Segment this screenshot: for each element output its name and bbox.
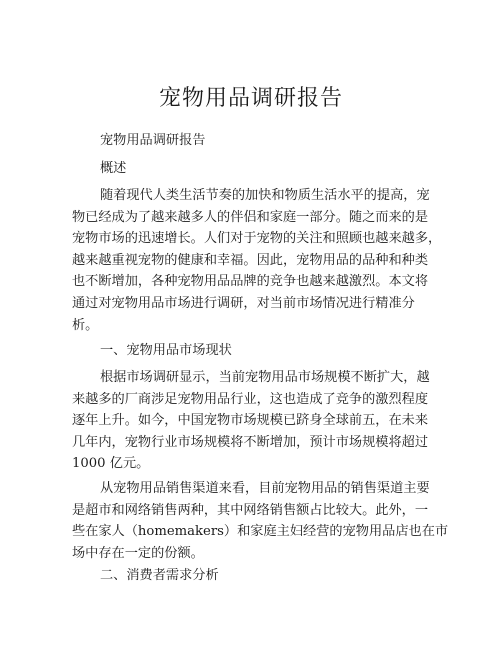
paragraph-line: 逐年上升。如今，中国宠物市场规模已跻身全球前五，在未来 [72,413,429,429]
section1-paragraph-2 [72,478,449,564]
paragraph-line: 几年内，宠物行业市场规模将不断增加，预计市场规模将超过 [72,434,429,450]
paragraph-line: 随着现代人类生活节奏的加快和物质生活水平的提高，宠 [100,188,430,203]
paragraph-line: 通过对宠物用品市场进行调研，对当前市场情况进行精准分 [72,295,415,311]
section2-heading [72,565,432,587]
overview-heading [72,158,432,180]
paragraph-line: 物已经成为了越来越多人的伴侣和家庭一部分。随之而来的是 [72,209,429,225]
paragraph-line: 场中存在一定的份额。 [72,545,204,561]
paragraph-line: 也不断增加，各种宠物用品品牌的竞争也越来越激烈。本文将 [72,274,429,290]
paragraph-line: 1000 亿元。 [72,456,150,472]
section1-heading [72,340,432,362]
overview-paragraph [72,185,442,336]
document-subtitle [72,130,432,152]
paragraph-line: 越来越重视宠物的健康和幸福。因此，宠物用品的品种和种类 [72,252,429,268]
section1-heading-text: 一、宠物用品市场现状 [100,343,232,358]
paragraph-line: 析。 [72,317,99,333]
paragraph-line: 宠物市场的迅速增长。人们对于宠物的关注和照顾也越来越多， [72,231,442,247]
paragraph-line: 从宠物用品销售渠道来看，目前宠物用品的销售渠道主要 [100,481,430,496]
overview-heading-text: 概述 [100,161,127,176]
subtitle-line: 宠物用品调研报告 [100,133,206,148]
section1-paragraph-1 [72,367,432,475]
paragraph-line: 些在家人（homemakers）和家庭主妇经营的宠物用品店也在市 [72,524,449,540]
section2-heading-text: 二、消费者需求分析 [100,568,219,583]
paragraph-line: 根据市场调研显示，当前宠物用品市场规模不断扩大，越 [100,370,430,385]
paragraph-line: 来越多的厂商涉足宠物用品行业，这也造成了竞争的激烈程度 [72,391,429,407]
paragraph-line: 是超市和网络销售两种，其中网络销售额占比较大。此外，一 [72,502,429,518]
document-title: 宠物用品调研报告 [158,86,343,111]
